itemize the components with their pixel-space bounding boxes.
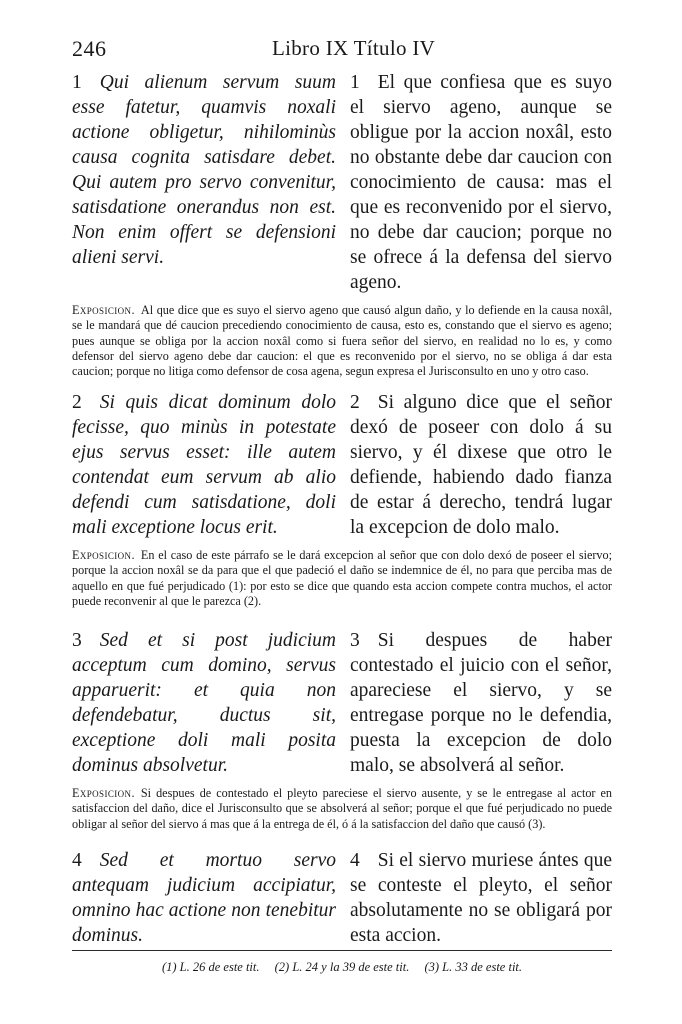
latin-text (72, 390, 336, 540)
latin-paragraph: Si quis dicat dominum dolo fecisse, quo minùs in potestate ejus servus esset: ille autem contendat eum servum ab alio defendi cum satisdatione, doli mali exceptione locus erit. (72, 392, 336, 538)
exposicion-text: En el caso de este párrafo se le dará excepcion al señor que con dolo dexó de poseer el siervo; porque la accion noxâl se da para que el que padeció el daño se indemnice de él, no para que perciba mas de aquello en que fué perjudicado (1): por esto se dice que quando esta accion compete contra muchos, el actor puede reconvenir al que le parezca (2). (72, 548, 612, 608)
paragraph-number: 2 (350, 392, 360, 413)
paragraph-section-1 (72, 70, 612, 379)
paragraph-number: 1 (350, 72, 360, 93)
paragraph-number: 4 (72, 850, 82, 871)
latin-text (72, 70, 336, 295)
exposicion-label: Exposicion. (72, 548, 135, 562)
page-number: 246 (72, 36, 107, 61)
latin-paragraph: Sed et si post judicium acceptum cum domino, servus apparuerit: et quia non defendebatur, ductus sit, exceptione doli mali posita dominus absolvetur. (72, 630, 336, 776)
exposicion-label: Exposicion. (72, 303, 135, 317)
latin-paragraph: Sed et mortuo servo antequam judicium accipiatur, omnino hac actione non tenebitur dominus. (72, 850, 336, 946)
latin-text (72, 628, 336, 778)
paragraph-section-2 (72, 390, 612, 609)
footnote: (3) L. 33 de este tit. (424, 960, 523, 974)
paragraph-number: 2 (72, 392, 82, 413)
paragraph-number: 3 (72, 630, 82, 651)
spanish-text (350, 70, 612, 295)
paragraph-number: 1 (72, 72, 82, 93)
exposicion-block (72, 786, 612, 832)
footnote-divider (72, 950, 612, 951)
latin-paragraph: Qui alienum servum suum esse fatetur, quamvis noxali actione obligetur, nihilominùs causa cognita satisdare debet. Qui autem pro servo convenitur, satisdatione onerandus non est. Non enim offert se defensioni alieni servi. (72, 72, 336, 268)
spanish-text (350, 390, 612, 540)
footnote: (1) L. 26 de este tit. (161, 960, 260, 974)
footnotes (72, 960, 612, 975)
spanish-paragraph: El que confiesa que es suyo el siervo ageno, aunque se obligue por la accion noxâl, esto no obstante debe dar caucion con conocimiento de causa: mas el que es reconvenido por el siervo, no debe dar caucion; porque no se ofrece á la defensa del siervo ageno. (350, 72, 612, 293)
spanish-text (350, 848, 612, 948)
spanish-paragraph: Si el siervo muriese ántes que se conteste el pleyto, el señor absolutamente no se obligará por esta accion. (350, 850, 612, 946)
paragraph-number: 3 (350, 630, 360, 651)
latin-text (72, 848, 336, 948)
spanish-text (350, 628, 612, 778)
exposicion-block (72, 303, 612, 379)
spanish-paragraph: Si alguno dice que el señor dexó de poseer con dolo á su siervo, y él dixese que otro le defiende, habiendo dado fianza de estar á derecho, tendrá lugar la excepcion de dolo malo. (350, 392, 612, 538)
spanish-paragraph: Si despues de haber contestado el juicio con el señor, apareciese el siervo, y se entregase porque no le defendia, puesta la excepcion de dolo malo, se absolverá al señor. (350, 630, 612, 776)
page-header (0, 36, 682, 64)
footnote: (2) L. 24 y la 39 de este tit. (274, 960, 410, 974)
paragraph-number: 4 (350, 850, 360, 871)
exposicion-text: Si despues de contestado el pleyto pareciese el siervo ausente, y se le entregase al actor en satisfaccion del daño, dice el Jurisconsulto que se absolverá al señor; porque el que fué perjudicado no puede obligar al señor del siervo á mas que á la entrega de él, ó á la satisfaccion del daño que causó (3). (72, 786, 612, 831)
paragraph-section-4 (72, 848, 612, 948)
exposicion-text: Al que dice que es suyo el siervo ageno que causó algun daño, y lo defiende en la causa noxâl, se le mandará que dé caucion precediendo conocimiento de causa, esto es, constando que el siervo es ageno; pues aunque se obliga por la accion noxâl como si fuera señor del siervo, en realidad no lo es, y como defensor del siervo ageno debe dar caucion: el que es reconvenido por el siervo, no se obliga á dar esta caucion; porque no litiga como defensor de cosa agena, segun expresa el Jurisconsulto en uno y otro caso. (72, 303, 612, 379)
paragraph-section-3 (72, 628, 612, 832)
exposicion-block (72, 548, 612, 609)
running-head: Libro IX Título IV (272, 36, 436, 60)
exposicion-label: Exposicion. (72, 786, 135, 800)
